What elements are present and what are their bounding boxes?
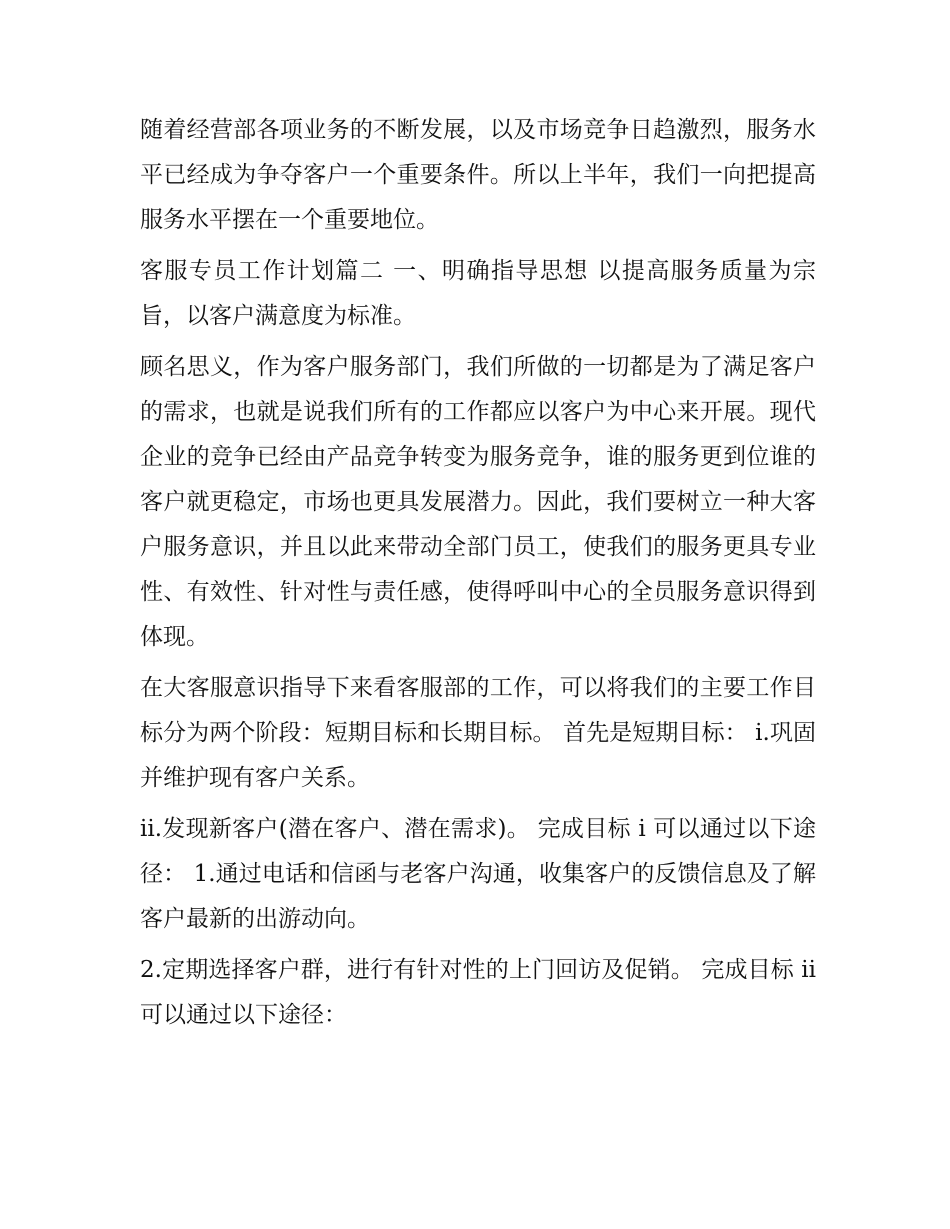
paragraph-service-level: 随着经营部各项业务的不断发展，以及市场竞争日趋激烈，服务水平已经成为争夺客户一个重要条件。所以上半年，我们一向把提高服务水平摆在一个重要地位。 bbox=[140, 117, 816, 233]
document-page bbox=[140, 108, 816, 1044]
paragraph-plan-heading: 客服专员工作计划篇二 一、明确指导思想 以提高服务质量为宗旨，以客户满意度为标准。 bbox=[140, 258, 816, 329]
paragraph-customer-centric: 顾名思义，作为客户服务部门，我们所做的一切都是为了满足客户的需求，也就是说我们所有的工作都应以客户为中心来开展。现代企业的竞争已经由产品竞争转变为服务竞争，谁的服务更到位谁的客户就更稳定，市场也更具发展潜力。因此，我们要树立一种大客户服务意识，并且以此来带动全部门员工，使我们的服务更具专业性、有效性、针对性与责任感，使得呼叫中心的全员服务意识得到体现。 bbox=[140, 354, 816, 650]
paragraph-work-goals: 在大客服意识指导下来看客服部的工作，可以将我们的主要工作目标分为两个阶段：短期目标和长期目标。 首先是短期目标： i.巩固并维护现有客户关系。 bbox=[140, 675, 816, 791]
paragraph-regular-visits: 2.定期选择客户群，进行有针对性的上门回访及促销。 完成目标 ii 可以通过以下途径： bbox=[140, 957, 816, 1028]
paragraph-new-customers: ii.发现新客户(潜在客户、潜在需求)。 完成目标 i 可以通过以下途径： 1.通过电话和信函与老客户沟通，收集客户的反馈信息及了解客户最新的出游动向。 bbox=[140, 816, 816, 932]
